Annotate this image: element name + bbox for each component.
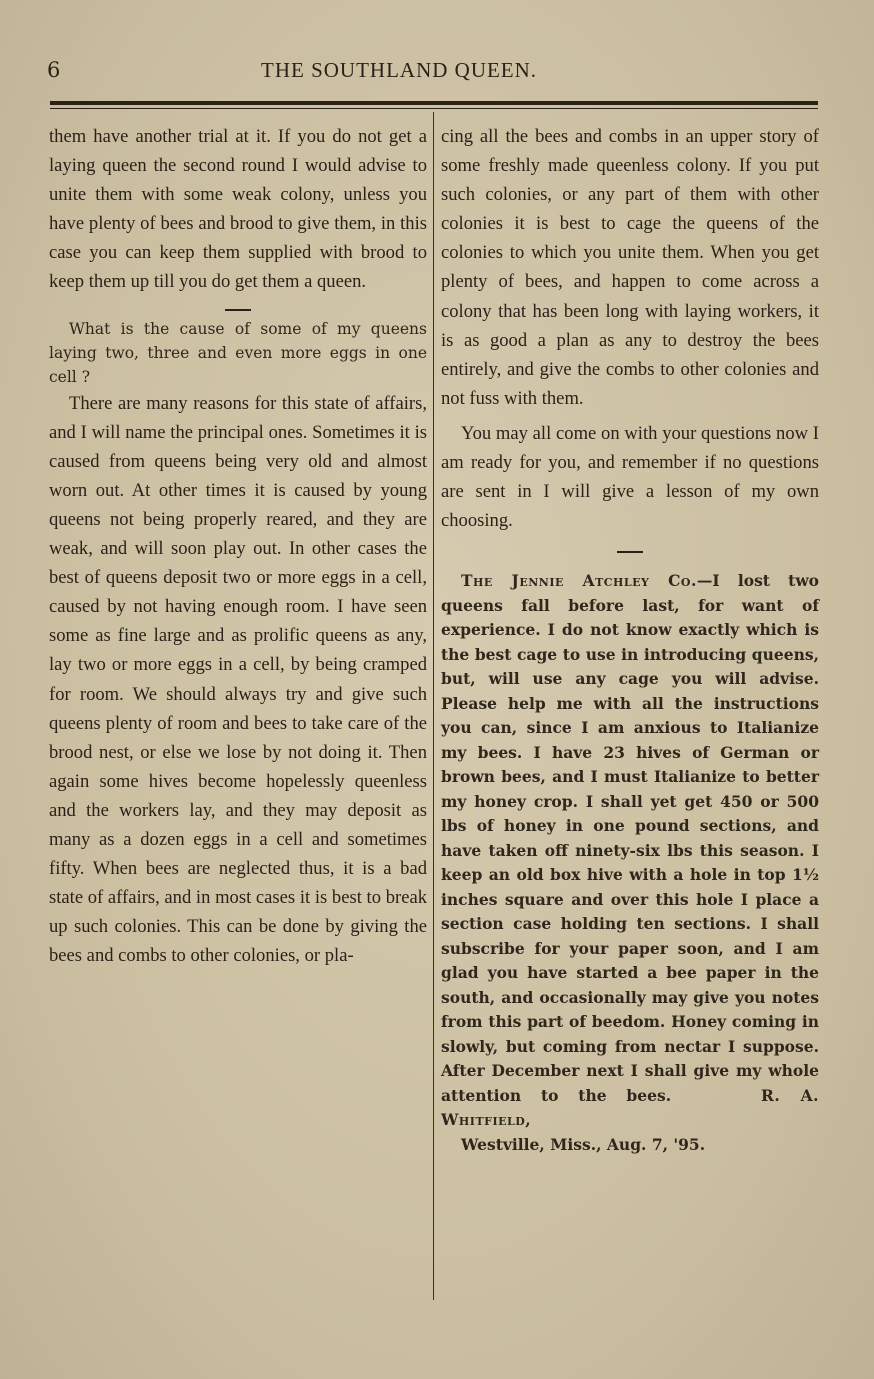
header-rule [50,101,818,105]
letter-salutation: The Jennie Atchley Co. [461,571,697,591]
left-column [49,122,427,970]
spacer [49,297,427,309]
spacer [441,553,819,569]
column-divider [433,112,434,1300]
page-number: 6 [47,58,61,82]
dateline: Westville, Miss., Aug. 7, '95. [461,1134,706,1154]
right-column [441,122,819,1157]
signature: R. A. Whitfield, [441,1085,819,1130]
letter-body: —I lost two queens fall before last, for want of experience. I do not know exactly which is the best cage to use in introducing queens, but, will use any cage you will advise. Please help me with all the instructions you can, since I am anxious to Italianize my bees. I have 23 hives of German or brown bees, and I must Italianize to better my honey crop. I shall yet get 450 or 500 lbs of honey in one pound sections, and have taken off ninety-six lbs this season. I keep an old box hive with a hole in top 1½ inches square and over this hole I place a section case holding ten sections. I shall subscribe for your paper soon, and I am glad you have started a bee paper in the south, and occasionally may give you notes from this part of beedom. Honey coming in slowly, but coming from nectar I suppose. After December next I shall give my whole attention to the bees. [441,571,819,1105]
spacer [441,535,819,551]
header-rule-thin [50,108,818,109]
letter [441,569,819,1133]
page-header [47,58,817,88]
paragraph: them have another trial at it. If you do not get a laying queen the second round I would advise to unite them with some weak colony, unless you have plenty of bees and brood to give them, in this case you can keep them supplied with brood to keep them up till you do get them a queen. [49,126,427,293]
answer-paragraph: There are many reasons for this state of affairs, and I will name the principal ones. Sometimes it is caused from queens being very old and almost worn out. At other times it is caused by young queens not being properly reared, and they are weak, and will soon play out. In other cases the best of queens deposit two or more eggs in a cell, caused by not having enough room. I have seen some as fine large and as prolific queens as any, lay two or more eggs in a cell, by being cramped for room. We should always try and give such queens plenty of room and bees to take care of the brood nest, or else we lose by not doing it. Then again some hives become hopelessly queenless and the workers lay, and they may deposit as many as a dozen eggs in a cell and sometimes fifty. When bees are neglected thus, it is a bad state of affairs, and in most cases it is best to break up such colonies. This can be done by giving the bees and combs to other colonies, or pla- [49,392,427,967]
paragraph: You may all come on with your questions now I am ready for you, and remember if no questions are sent in I will give a lesson of my own choosing. [441,422,819,532]
paragraph: cing all the bees and combs in an upper story of some freshly made queenless colony. If you put such colonies, or any part of them with other colonies it is best to cage the queens of the colonies to which you unite them. When you get plenty of bees, and happen to come across a colony that has been long with laying workers, it is as good a plan as any to destroy the bees entirely, and give the combs to other colonies and not fuss with them. [441,126,819,409]
reader-question: What is the cause of some of my queens laying two, three and even more eggs in one cell ? [49,319,427,386]
running-head: THE SOUTHLAND QUEEN. [261,58,538,82]
